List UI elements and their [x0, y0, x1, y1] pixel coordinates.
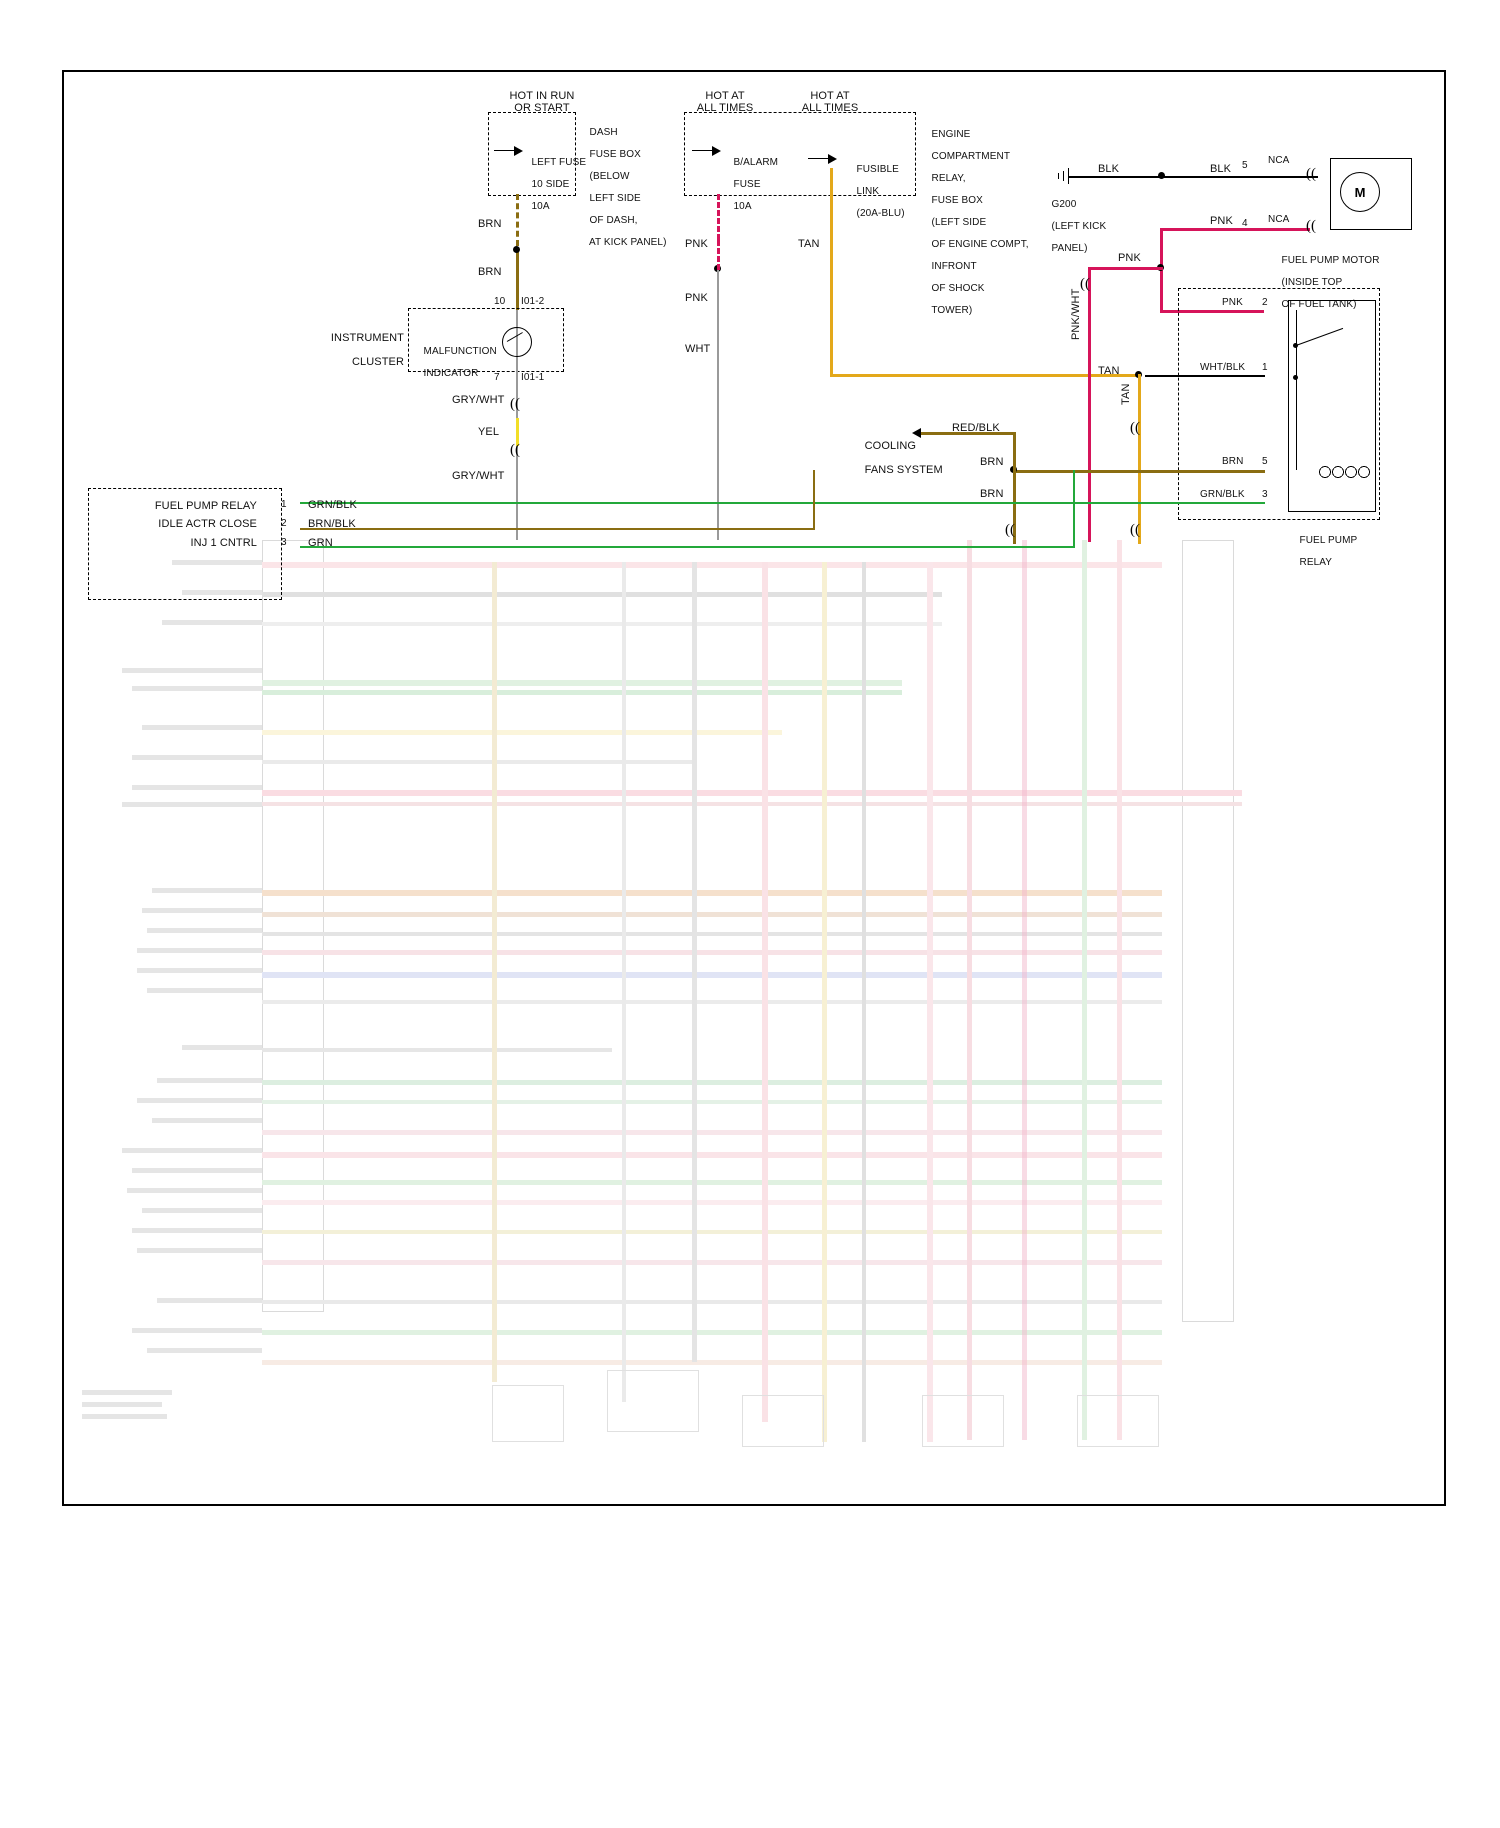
wire-label-tan-2: TAN [1098, 365, 1120, 377]
motor-pin-4: 4 [1242, 218, 1248, 229]
wire-brnblk-up [813, 470, 815, 528]
power-source-hot-all-times-2: HOT AT ALL TIMES [801, 90, 859, 114]
relay-pin5-wire: BRN [1222, 456, 1244, 467]
wire-label-pnk-upper: PNK [1118, 252, 1141, 264]
wire-label-tan-1: TAN [798, 238, 820, 250]
wiring-diagram-page: HOT IN RUN OR START HOT AT ALL TIMES HOT AT ALL TIMES DASH FUSE BOX (BELOW LEFT SIDE OF DASH, AT KICK PANEL) LEFT FUSE 10 SIDE 10A B/ALARM FUSE 10A FUSIBLE LINK (20A-BLU) ENGINE COMPARTMENT RELAY, FUSE BOX (LEFT SIDE OF ENGINE COMPT, INFRONT OF SHOCK TOWER) BRN BRN PNK PNK WHT TAN TAN TAN (( BLK BLK G200 (LEFT KICK PANEL) (( M 5 NCA 4 NCA FUEL PUMP MOTOR (INSIDE TOP OF FUEL TANK) PNK (( PNK (( PNK/WHT PNK 2 FUEL PUMP RELAY WHT/BLK 1 BRN 5 BRN BRN RED/BLK COOLING FANS SYSTEM GRN/BLK 3 INSTRUMENT CLUSTER MALFUNCTION INDICATOR 10 I01-2 7 I01-1 GRY/WHT (( YEL (( GRY/WHT FUEL PUMP RELAY IDLE ACTR CLOSE INJ 1 CNTRL 1 2 3 GRN/BLK BRN/BLK GRN (( (( [0, 0, 1500, 1828]
motor-pin-5-code: NCA [1268, 155, 1290, 166]
ground-g200-caption: G200 (LEFT KICK PANEL) [1051, 199, 1107, 254]
wire-grn-up [1073, 470, 1075, 546]
wire-brn-dash-to-cluster [516, 194, 519, 246]
relay-pin3-wire: GRN/BLK [1200, 489, 1245, 500]
wire-pnk-to-motor [1160, 228, 1310, 231]
motor-pin-4-code: NCA [1268, 214, 1290, 225]
ecm-pin-3-label: INJ 1 CNTRL [190, 537, 257, 549]
wire-label-pnk-1: PNK [685, 238, 708, 250]
wire-brn-dash-to-cluster-2 [516, 252, 519, 310]
wire-label-blk-1: BLK [1098, 163, 1120, 175]
wire-brn-up-cooling [1013, 432, 1016, 470]
wire-label-brn-top: BRN [478, 218, 502, 230]
wire-label-wht-1: WHT [685, 343, 711, 355]
fuel-pump-motor-caption: FUEL PUMP MOTOR (INSIDE TOP OF FUEL TANK) [1281, 255, 1380, 310]
ecm-pin-3-num: 3 [281, 537, 287, 548]
wire-blk-ground [1068, 176, 1318, 178]
cluster-pin-7-id: I01-1 [521, 372, 545, 383]
wire-label-gry-wht-2: GRY/WHT [452, 470, 505, 482]
ecm-pin-3-wire: GRN [308, 537, 333, 549]
wire-label-pnk-wht: PNK/WHT [1070, 288, 1082, 340]
b-alarm-fuse-label: B/ALARM FUSE 10A [733, 157, 779, 212]
motor-pin-5: 5 [1242, 160, 1248, 171]
relay-pin2-num: 2 [1262, 297, 1268, 308]
wire-label-brn-3: BRN [980, 456, 1004, 468]
wire-pnkwht-down [1088, 267, 1091, 542]
cluster-pin-10: 10 [494, 296, 506, 307]
wire-label-brn-4: BRN [980, 488, 1004, 500]
wire-label-tan-3: TAN [1120, 383, 1132, 405]
wire-pnk-alarm-1 [717, 194, 720, 240]
cooling-fans-label: COOLING FANS SYSTEM [864, 440, 943, 476]
engine-compartment-box-caption: ENGINE COMPARTMENT RELAY, FUSE BOX (LEFT SIDE OF ENGINE COMPT, INFRONT OF SHOCK TOWER) [931, 129, 1029, 316]
dash-fuse-box-caption: DASH FUSE BOX (BELOW LEFT SIDE OF DASH, AT KICK PANEL) [588, 127, 667, 248]
wire-brn-pin5 [1013, 470, 1265, 473]
fuel-pump-relay-caption: FUEL PUMP RELAY [1299, 535, 1358, 568]
wire-pnk-alarm-2 [717, 240, 720, 270]
wire-grn-pin3 [300, 546, 1075, 548]
wire-pnk-left [1088, 267, 1163, 270]
motor-symbol: M [1340, 172, 1380, 212]
relay-pin5-num: 5 [1262, 456, 1268, 467]
wire-brnblk-pin2 [300, 528, 815, 530]
relay-pin1-wire: WHT/BLK [1200, 362, 1246, 373]
wire-grnblk-pin3 [300, 502, 1265, 504]
faded-lower-diagram [62, 540, 1442, 1790]
malfunction-indicator-label: MALFUNCTION INDICATOR [423, 346, 497, 379]
wire-label-pnk-3: PNK [1210, 215, 1233, 227]
relay-pin3-num: 3 [1262, 489, 1268, 500]
ecm-pin-1-label: FUEL PUMP RELAY [154, 500, 257, 512]
wire-label-brn-2: BRN [478, 266, 502, 278]
wire-label-blk-2: BLK [1210, 163, 1232, 175]
wire-label-yel: YEL [478, 426, 500, 438]
ecm-pin-1-num: 1 [281, 499, 287, 510]
relay-pin2-wire: PNK [1222, 297, 1243, 308]
instrument-cluster-label: INSTRUMENT CLUSTER [330, 332, 404, 368]
power-source-hot-run-start: HOT IN RUN OR START [509, 90, 575, 114]
fusible-link-label: FUSIBLE LINK (20A-BLU) [856, 164, 905, 219]
wire-tan-horizontal [830, 374, 1138, 377]
cluster-pin-10-id: I01-2 [521, 296, 545, 307]
wire-gry-wht-2 [516, 464, 518, 500]
relay-pin1-num: 1 [1262, 362, 1268, 373]
wire-label-pnk-2: PNK [685, 292, 708, 304]
ecm-pin-2-wire: BRN/BLK [308, 518, 356, 530]
wire-label-red-blk: RED/BLK [952, 422, 1000, 434]
ecm-pin-2-num: 2 [281, 518, 287, 529]
wire-label-gry-wht-1: GRY/WHT [452, 394, 505, 406]
wire-wht-down [717, 270, 719, 540]
ecm-pin-2-label: IDLE ACTR CLOSE [158, 518, 257, 530]
dash-fuse-label: LEFT FUSE 10 SIDE 10A [531, 157, 587, 212]
wire-whtblk-pin1 [1145, 375, 1265, 377]
power-source-hot-all-times-1: HOT AT ALL TIMES [696, 90, 754, 114]
cluster-pin-7: 7 [494, 372, 500, 383]
relay-coil [1318, 465, 1370, 479]
ecm-pin-1-wire: GRN/BLK [308, 499, 357, 511]
wire-tan-vertical [830, 168, 833, 374]
